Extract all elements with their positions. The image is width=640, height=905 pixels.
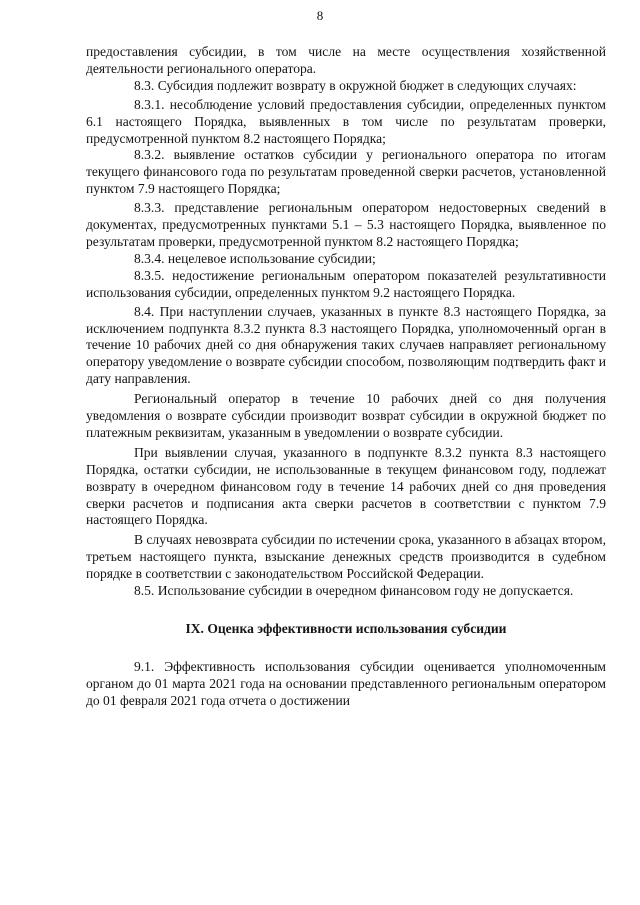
paragraph-regional-operator-return: Региональный оператор в течение 10 рабочих дней со дня получения уведомления о возврате субсидии производит возврат субсидии в окружной бюджет по платежным реквизитам, указанным в уведомлении о возврате субсидии.: [86, 391, 606, 440]
paragraph-8-3-5: 8.3.5. недостижение региональным оператором показателей результативности использования субсидии, определенных пунктом 9.2 настоящего Порядка.: [86, 267, 606, 300]
paragraph-9-1: 9.1. Эффективность использования субсидии оценивается уполномоченным органом до 01 марта 2021 года на основании представленного региональным оператором до 01 февраля 2021 года отчета о достижении: [86, 658, 606, 708]
paragraph-continuation: предоставления субсидии, в том числе на месте осуществления хозяйственной деятельности регионального оператора.: [86, 44, 606, 76]
paragraph-8-3-4: 8.3.4. нецелевое использование субсидии;: [134, 250, 376, 266]
paragraph-8-3-2: 8.3.2. выявление остатков субсидии у регионального оператора по итогам текущего финансового года по результатам проведенной сверки расчетов, установленной пунктом 7.9 настоящего Порядка;: [86, 147, 606, 197]
document-body: [86, 44, 606, 710]
paragraph-8-5: 8.5. Использование субсидии в очередном финансовом году не допускается.: [134, 583, 574, 599]
page-number: 8: [316, 8, 324, 23]
paragraph-court-recovery: В случаях невозврата субсидии по истечении срока, указанного в абзацах втором, третьем настоящего пункта, взыскание денежных средств производится в судебном порядке в соответствии с законодательством Российской Федерации.: [86, 532, 606, 582]
section-heading: IX. Оценка эффективности использования субсидии: [185, 621, 507, 636]
paragraph-8-3-1: 8.3.1. несоблюдение условий предоставления субсидии, определенных пунктом 6.1 настоящего Порядка, выявленных в том числе по результатам проверки, предусмотренной пунктом 8.2 настоящего Порядка;: [86, 96, 606, 146]
paragraph-8-4: 8.4. При наступлении случаев, указанных в пункте 8.3 настоящего Порядка, за исключением подпункта 8.3.2 пункта 8.3 настоящего Порядка, уполномоченный орган в течение 10 рабочих дней со дня обнаружения таких случаев направляет региональному оператору уведомление о возврате субсидии способом, позволяющим подтвердить факт и дату направления.: [86, 303, 606, 387]
paragraph-remaining-subsidy: При выявлении случая, указанного в подпункте 8.3.2 пункта 8.3 настоящего Порядка, остатки субсидии, не использованные в текущем финансовом году, подлежат возврату в очередном финансовом году в течение 14 рабочих дней со дня проведения сверки расчетов и подписания акта сверки расчетов в соответствии с пунктом 7.9 настоящего Порядка.: [86, 444, 606, 528]
paragraph-8-3-3: 8.3.3. представление региональным оператором недостоверных сведений в документах, предусмотренных пунктами 5.1 – 5.3 настоящего Порядка, выявленное по результатам проверки, предусмотренной пунктом 8.2 настоящего Порядка;: [86, 200, 606, 249]
paragraph-8-3: 8.3. Субсидия подлежит возврату в окружной бюджет в следующих случаях:: [134, 77, 577, 93]
